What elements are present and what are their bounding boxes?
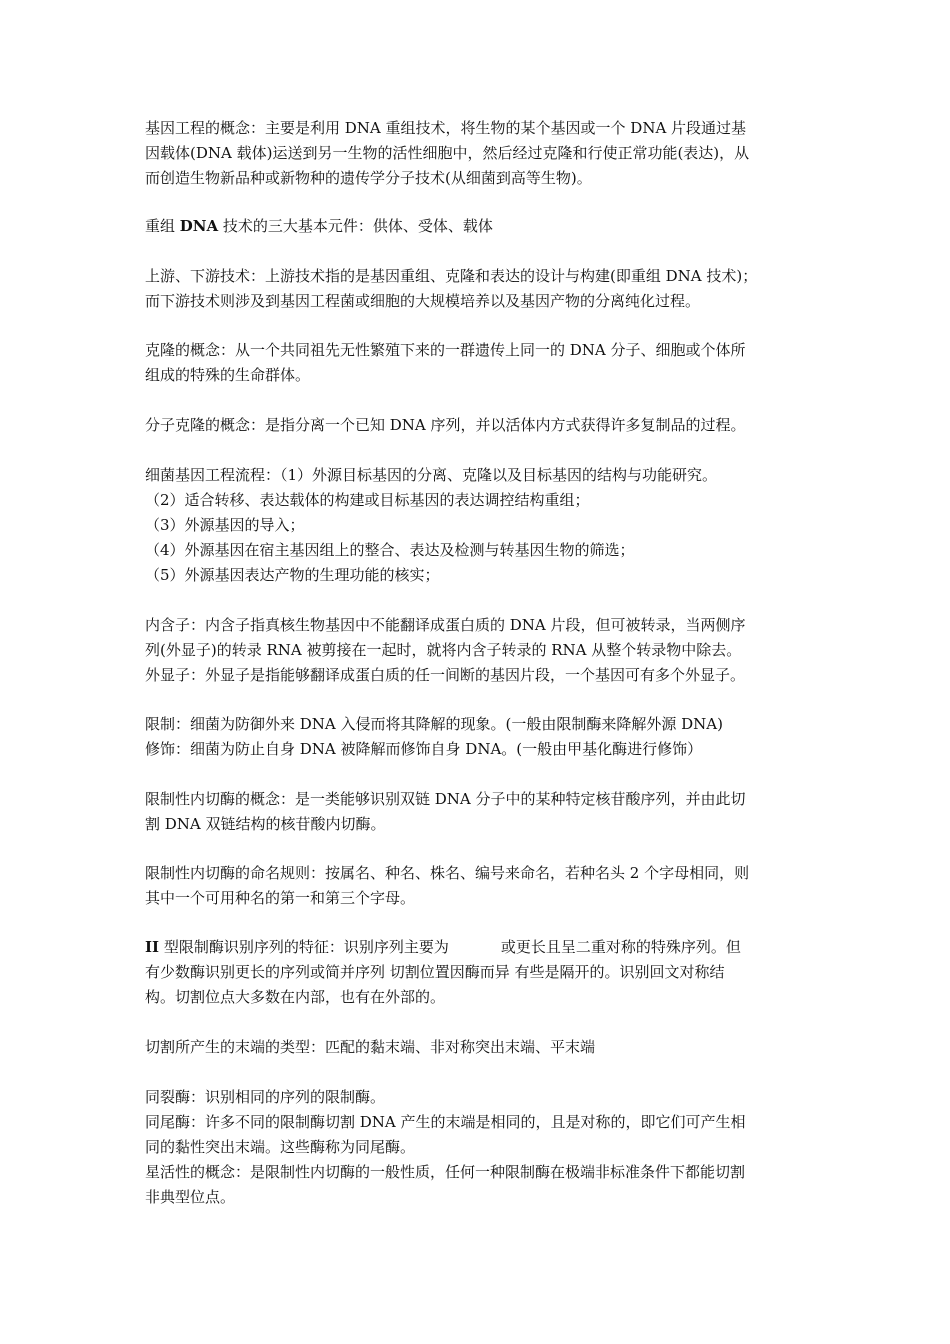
text-line: 内含子：内含子指真核生物基因中不能翻译成蛋白质的 DNA 片段，但可被转录，当两侧序 bbox=[145, 616, 746, 634]
text-line: 同尾酶：许多不同的限制酶切割 DNA 产生的末端是相同的，且是对称的，即它们可产生相 bbox=[145, 1113, 746, 1131]
text-line: 基因工程的概念：主要是利用 DNA 重组技术，将生物的某个基因或一个 DNA 片段通过基 bbox=[145, 119, 747, 137]
text-line: 修饰：细菌为防止自身 DNA 被降解而修饰自身 DNA。(一般由甲基化酶进行修饰） bbox=[145, 740, 703, 758]
text-line: 非典型位点。 bbox=[145, 1188, 236, 1206]
text-line: 外显子：外显子是指能够翻译成蛋白质的任一间断的基因片段，一个基因可有多个外显子。 bbox=[145, 666, 746, 684]
text-line: 有少数酶识别更长的序列或简并序列 切割位置因酶而异 有些是隔开的。识别回文对称结 bbox=[145, 963, 725, 981]
bold-term: II bbox=[145, 938, 160, 956]
paragraph-restriction-endonuclease bbox=[145, 787, 810, 837]
paragraph-upstream-downstream bbox=[145, 264, 810, 314]
paragraph-gene-engineering-concept bbox=[145, 116, 810, 191]
paragraph-clone-concept bbox=[145, 338, 810, 388]
text-segment: 技术的三大基本元件：供体、受体、载体 bbox=[218, 217, 493, 235]
text-line: 分子克隆的概念：是指分离一个已知 DNA 序列，并以活体内方式获得许多复制品的过程。 bbox=[145, 416, 746, 434]
text-line: 限制性内切酶的命名规则：按属名、种名、株名、编号来命名，若种名头 2 个字母相同，则 bbox=[145, 864, 750, 882]
paragraph-bacterial-workflow bbox=[145, 463, 810, 588]
text-line: 星活性的概念：是限制性内切酶的一般性质，任何一种限制酶在极端非标准条件下都能切割 bbox=[145, 1163, 746, 1181]
text-line: 克隆的概念：从一个共同祖先无性繁殖下来的一群遗传上同一的 DNA 分子、细胞或个体所 bbox=[145, 341, 746, 359]
text-line bbox=[145, 214, 810, 239]
text-line: 割 DNA 双链结构的核苷酸内切酶。 bbox=[145, 815, 386, 833]
text-line: 限制：细菌为防御外来 DNA 入侵而将其降解的现象。(一般由限制酶来降解外源 DNA) bbox=[145, 715, 723, 733]
text-segment: 重组 bbox=[145, 217, 180, 235]
paragraph-isoschizomer-star-activity bbox=[145, 1085, 810, 1210]
text-line: 细菌基因工程流程：（1）外源目标基因的分离、克隆以及目标基因的结构与功能研究。 bbox=[145, 466, 718, 484]
text-line: 切割所产生的末端的类型：匹配的黏末端、非对称突出末端、平末端 bbox=[145, 1038, 596, 1056]
text-line: 组成的特殊的生命群体。 bbox=[145, 366, 311, 384]
paragraph-type-ii-features bbox=[145, 935, 810, 1010]
text-line: 而下游技术则涉及到基因工程菌或细胞的大规模培养以及基因产物的分离纯化过程。 bbox=[145, 292, 701, 310]
text-line: 上游、下游技术：上游技术指的是基因重组、克隆和表达的设计与构建(即重组 DNA 技术)； bbox=[145, 267, 758, 285]
text-line: 同裂酶：识别相同的序列的限制酶。 bbox=[145, 1088, 386, 1106]
text-line: （3）外源基因的导入； bbox=[145, 516, 305, 534]
text-line: 限制性内切酶的概念：是一类能够识别双链 DNA 分子中的某种特定核苷酸序列，并由此切 bbox=[145, 790, 746, 808]
text-line: 因载体(DNA 载体)运送到另一生物的活性细胞中，然后经过克隆和行使正常功能(表达)，从 bbox=[145, 144, 750, 162]
paragraph-restriction-modification bbox=[145, 712, 810, 762]
text-line: 列(外显子)的转录 RNA 被剪接在一起时，就将内含子转录的 RNA 从整个转录物中除去。 bbox=[145, 641, 742, 659]
paragraph-end-types bbox=[145, 1035, 810, 1060]
text-line: 构。切割位点大多数在内部，也有在外部的。 bbox=[145, 988, 446, 1006]
text-line bbox=[145, 935, 810, 960]
bold-term: DNA bbox=[179, 217, 219, 235]
text-line: 而创造生物新品种或新物种的遗传学分子技术(从细菌到高等生物)。 bbox=[145, 169, 592, 187]
text-line: （4）外源基因在宿主基因组上的整合、表达及检测与转基因生物的筛选； bbox=[145, 541, 635, 559]
text-line: 其中一个可用种名的第一和第三个字母。 bbox=[145, 889, 416, 907]
paragraph-recombinant-dna-elements bbox=[145, 214, 810, 239]
text-line: （5）外源基因表达产物的生理功能的核实； bbox=[145, 566, 440, 584]
paragraph-molecular-cloning bbox=[145, 413, 810, 438]
paragraph-naming-rules bbox=[145, 861, 810, 911]
text-line: 同的黏性突出末端。这些酶称为同尾酶。 bbox=[145, 1138, 416, 1156]
text-segment: 或更长且呈二重对称的特殊序列。但 bbox=[500, 938, 741, 956]
text-segment: 型限制酶识别序列的特征：识别序列主要为 bbox=[159, 938, 449, 956]
text-line: （2）适合转移、表达载体的构建或目标基因的表达调控结构重组； bbox=[145, 491, 590, 509]
paragraph-intron-exon bbox=[145, 613, 810, 688]
